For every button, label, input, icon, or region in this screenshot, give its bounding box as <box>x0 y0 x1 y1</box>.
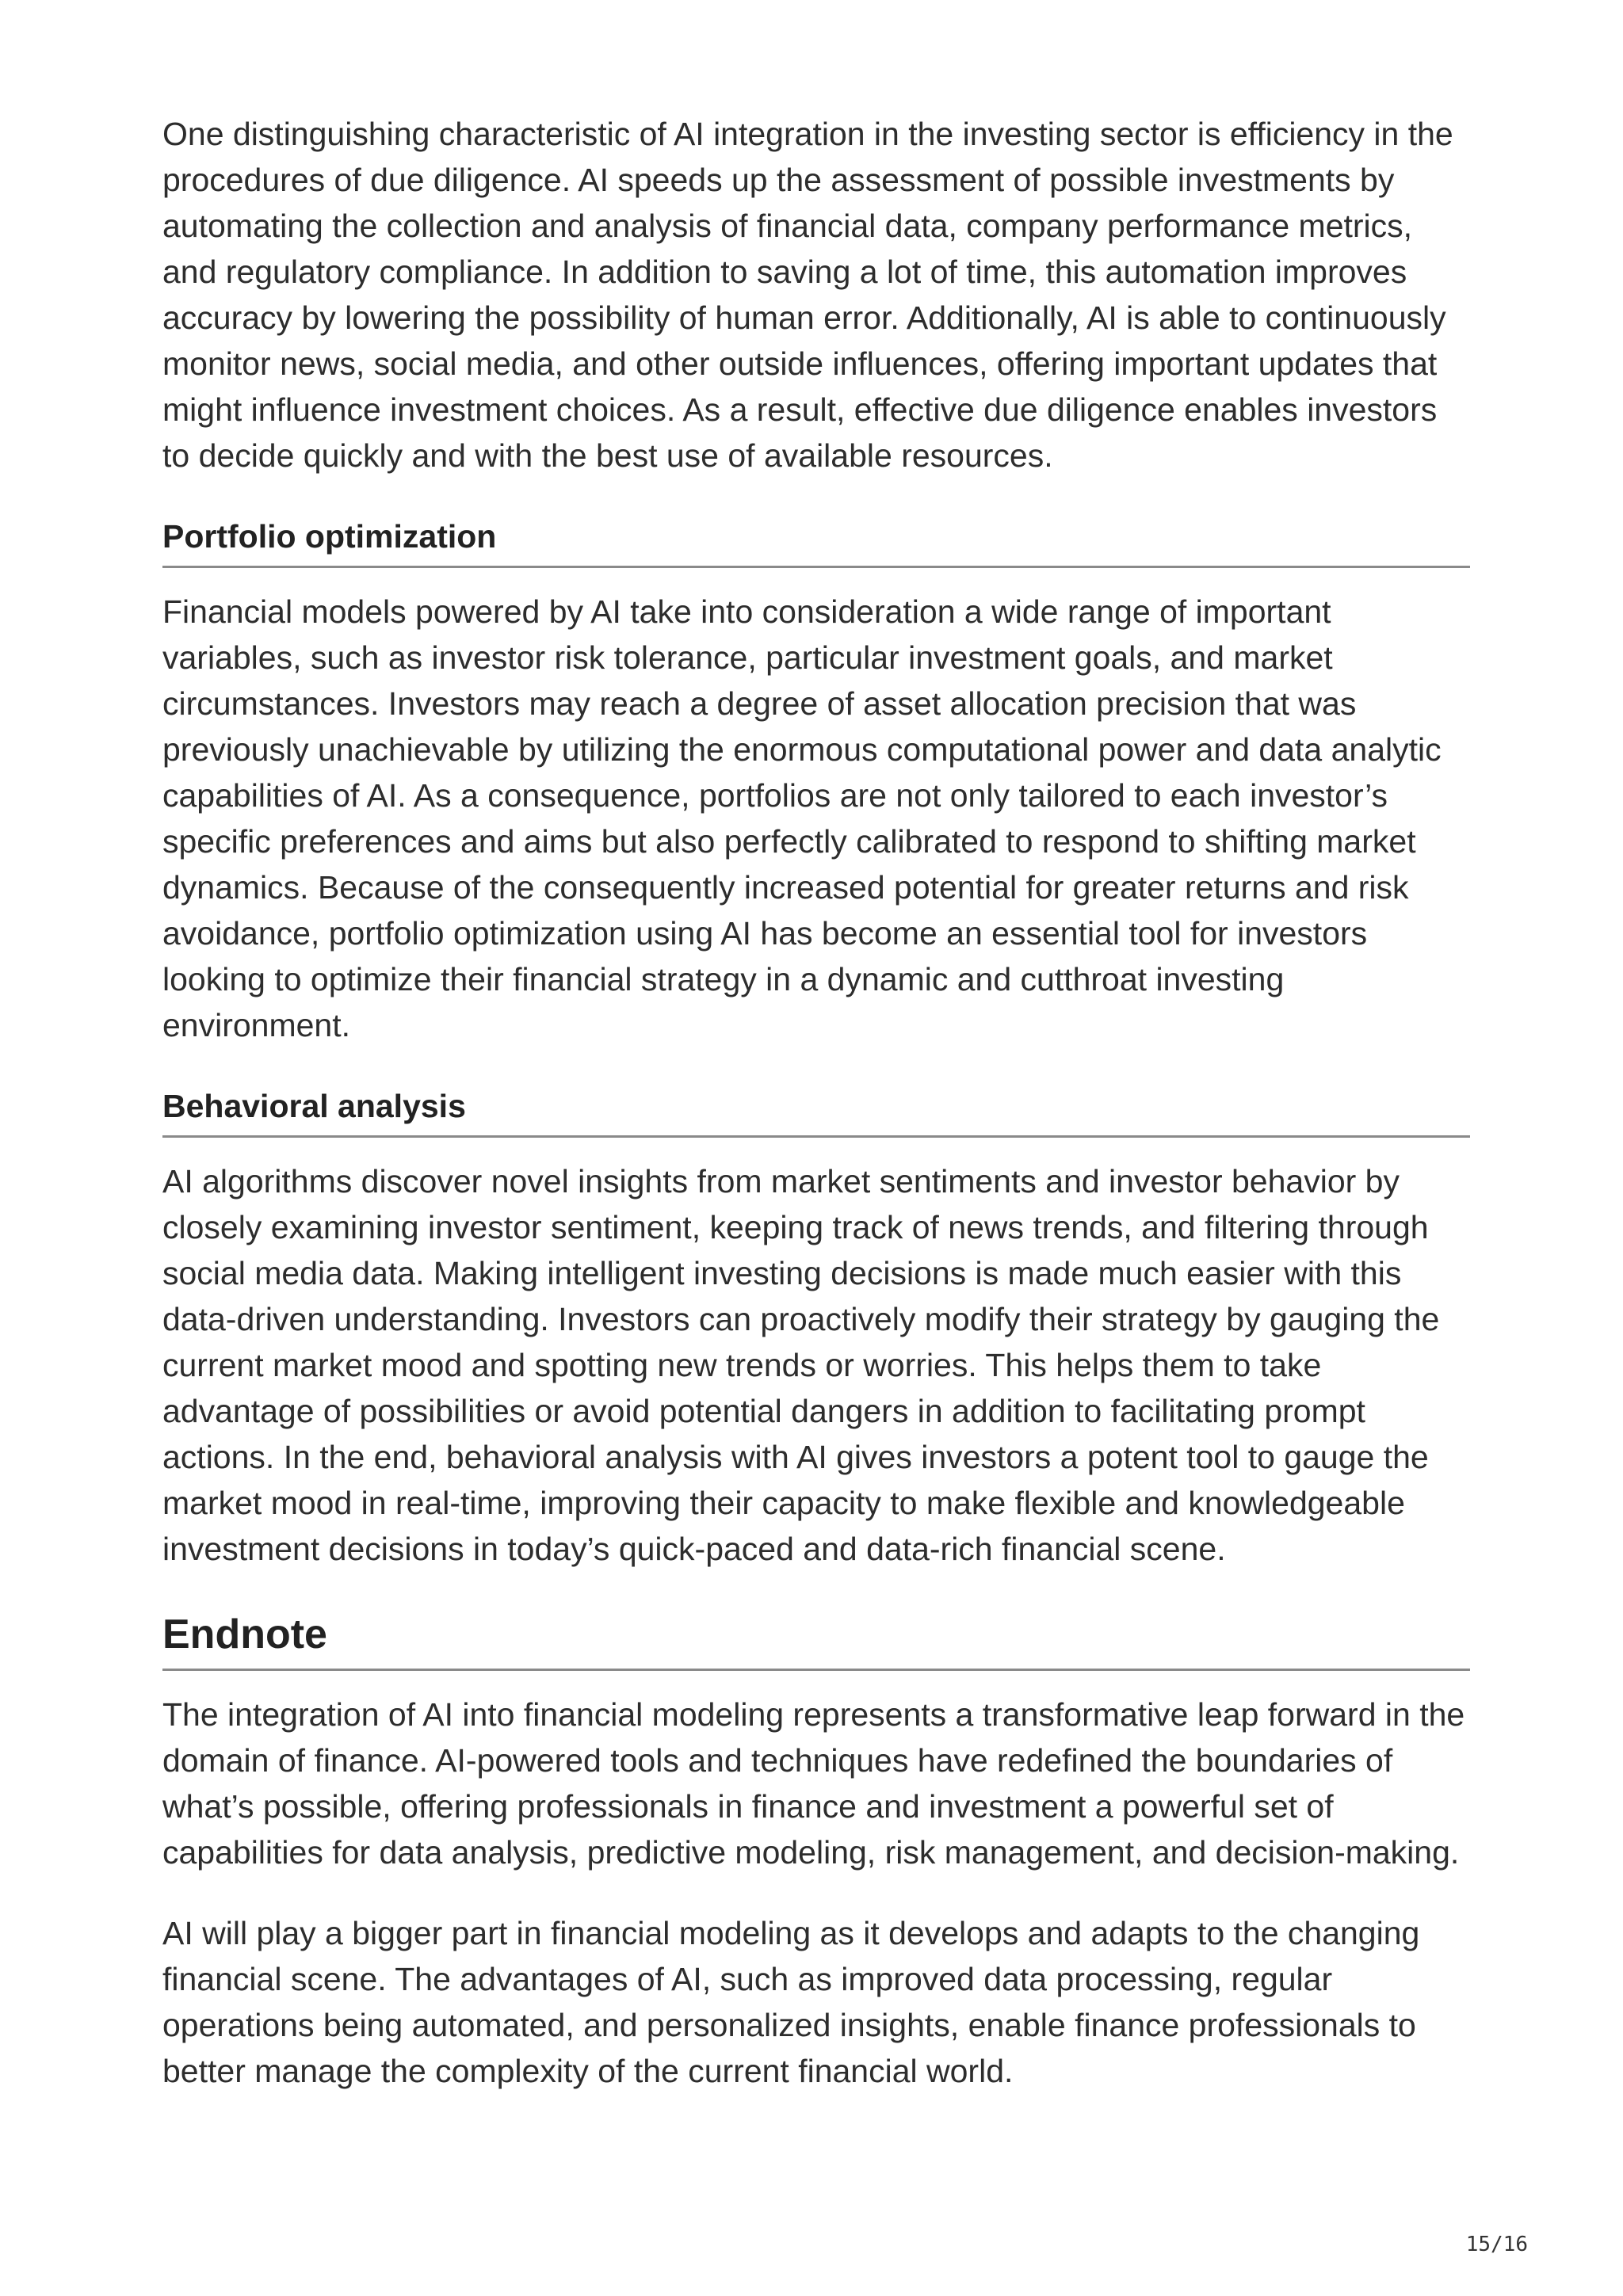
page-number: 15/16 <box>1465 2233 1528 2256</box>
document-page <box>162 111 1470 2129</box>
endnote-heading: Endnote <box>162 1607 1470 1671</box>
portfolio-optimization-paragraph: Financial models powered by AI take into consideration a wide range of important variables, such as investor risk tolerance, particular investment goals, and market circumstances. Investors may reach a degree of asset allocation precision that was previously unachievable by utilizing the enormous computational power and data analytic capabilities of AI. As a consequence, portfolios are not only tailored to each investor’s specific preferences and aims but also perfectly calibrated to respond to shifting market dynamics. Because of the consequently increased potential for greater returns and risk avoidance, portfolio optimization using AI has become an essential tool for investors looking to optimize their financial strategy in a dynamic and cutthroat investing environment. <box>162 593 1442 1043</box>
behavioral-analysis-paragraph: AI algorithms discover novel insights from market sentiments and investor behavior by closely examining investor sentiment, keeping track of news trends, and filtering through social media data. Making intelligent investing decisions is made much easier with this data-driven understanding. Investors can proactively modify their strategy by gauging the current market mood and spotting new trends or worries. This helps them to take advantage of possibilities or avoid potential dangers in addition to facilitating prompt actions. In the end, behavioral analysis with AI gives investors a potent tool to gauge the market mood in real-time, improving their capacity to make flexible and knowledgeable investment decisions in today’s quick-paced and data-rich financial scene. <box>162 1163 1440 1567</box>
portfolio-optimization-heading: Portfolio optimization <box>162 513 1470 568</box>
intro-paragraph: One distinguishing characteristic of AI integration in the investing sector is efficiency in the procedures of due diligence. AI speeds up the assessment of possible investments by automating the collection and analysis of financial data, company performance metrics, and regulatory compliance. In addition to saving a lot of time, this automation improves accuracy by lowering the possibility of human error. Additionally, AI is able to continuously monitor news, social media, and other outside influences, offering important updates that might influence investment choices. As a result, effective due diligence enables investors to decide quickly and with the best use of available resources. <box>162 116 1453 474</box>
endnote-paragraph-1: The integration of AI into financial modeling represents a transformative leap forward in the domain of finance. AI-powered tools and techniques have redefined the boundaries of what’s possible, offering professionals in finance and investment a powerful set of capabilities for data analysis, predictive modeling, risk management, and decision-making. <box>162 1696 1465 1871</box>
endnote-paragraph-2: AI will play a bigger part in financial modeling as it develops and adapts to the changing financial scene. The advantages of AI, such as improved data processing, regular operations being automated, and personalized insights, enable finance professionals to better manage the complexity of the current financial world. <box>162 1915 1420 2089</box>
behavioral-analysis-heading: Behavioral analysis <box>162 1083 1470 1138</box>
